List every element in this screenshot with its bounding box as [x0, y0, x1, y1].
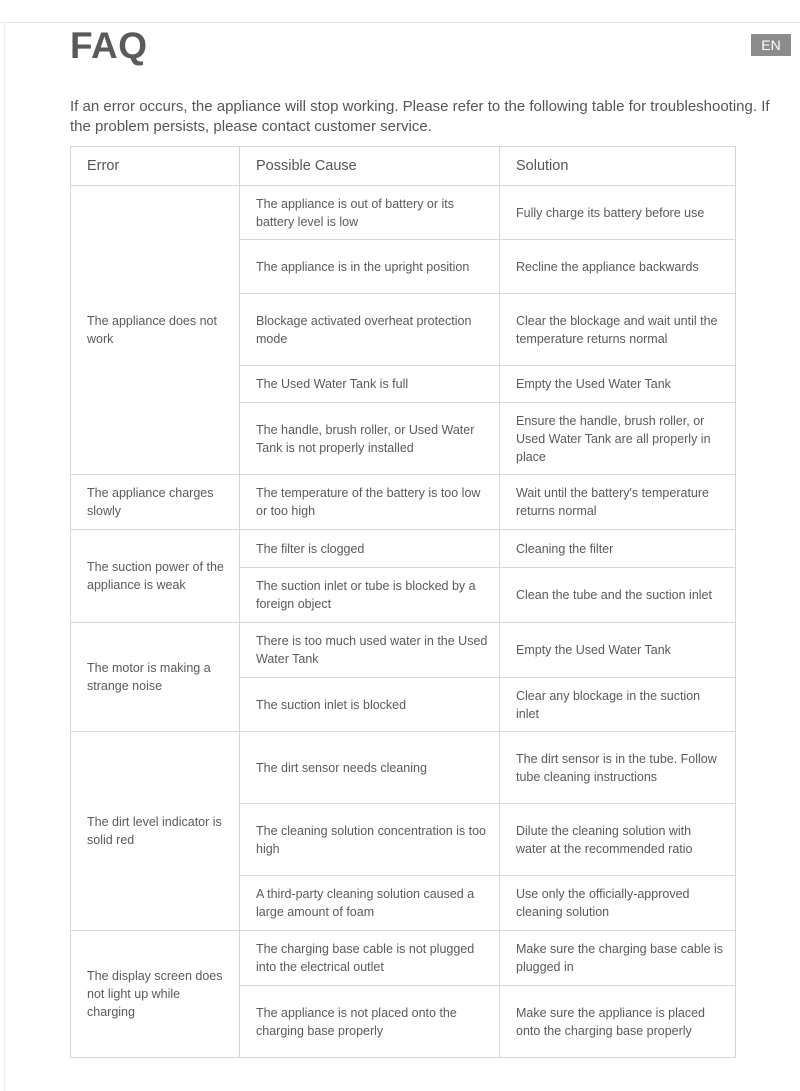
error-cell: The appliance does not work	[71, 186, 240, 475]
cause-cell: The suction inlet is blocked	[240, 678, 500, 732]
header-possible-cause: Possible Cause	[240, 147, 500, 186]
table-row	[71, 475, 736, 530]
cause-cell: The temperature of the battery is too low or too high	[240, 475, 500, 530]
solution-cell: Clear any blockage in the suction inlet	[500, 678, 736, 732]
intro-text: If an error occurs, the appliance will stop working. Please refer to the following table for troubleshooting. If the problem persists, please contact customer service.	[70, 98, 770, 135]
solution-cell: Clean the tube and the suction inlet	[500, 568, 736, 623]
error-cell: The appliance charges slowly	[71, 475, 240, 530]
cause-cell: The appliance is not placed onto the charging base properly	[240, 986, 500, 1058]
header-solution: Solution	[500, 147, 736, 186]
solution-cell: Make sure the appliance is placed onto the charging base properly	[500, 986, 736, 1058]
top-divider	[0, 22, 800, 23]
cause-cell: The dirt sensor needs cleaning	[240, 732, 500, 804]
table-row	[71, 732, 736, 804]
solution-cell: Empty the Used Water Tank	[500, 366, 736, 403]
table-row	[71, 931, 736, 986]
cause-cell: The cleaning solution concentration is too high	[240, 804, 500, 876]
solution-cell: Cleaning the filter	[500, 530, 736, 568]
table-row	[71, 530, 736, 568]
page-title: FAQ	[70, 25, 148, 66]
solution-cell: Dilute the cleaning solution with water at the recommended ratio	[500, 804, 736, 876]
table-row	[71, 623, 736, 678]
cause-cell: The appliance is out of battery or its battery level is low	[240, 186, 500, 240]
cause-cell: The appliance is in the upright position	[240, 240, 500, 294]
header-error: Error	[71, 147, 240, 186]
language-badge: EN	[751, 34, 791, 56]
solution-cell: Clear the blockage and wait until the temperature returns normal	[500, 294, 736, 366]
solution-cell: Use only the officially-approved cleaning solution	[500, 876, 736, 931]
solution-cell: Wait until the battery's temperature returns normal	[500, 475, 736, 530]
cause-cell: The Used Water Tank is full	[240, 366, 500, 403]
cause-cell: Blockage activated overheat protection mode	[240, 294, 500, 366]
error-cell: The display screen does not light up while charging	[71, 931, 240, 1058]
cause-cell: A third-party cleaning solution caused a large amount of foam	[240, 876, 500, 931]
solution-cell: Make sure the charging base cable is plugged in	[500, 931, 736, 986]
cause-cell: The filter is clogged	[240, 530, 500, 568]
solution-cell: Empty the Used Water Tank	[500, 623, 736, 678]
solution-cell: The dirt sensor is in the tube. Follow tube cleaning instructions	[500, 732, 736, 804]
solution-cell: Fully charge its battery before use	[500, 186, 736, 240]
troubleshooting-table	[70, 146, 736, 1058]
table-row	[71, 186, 736, 240]
table-header-row	[71, 147, 736, 186]
cause-cell: The handle, brush roller, or Used Water Tank is not properly installed	[240, 403, 500, 475]
error-cell: The dirt level indicator is solid red	[71, 732, 240, 931]
solution-cell: Recline the appliance backwards	[500, 240, 736, 294]
error-cell: The motor is making a strange noise	[71, 623, 240, 732]
cause-cell: The charging base cable is not plugged into the electrical outlet	[240, 931, 500, 986]
cause-cell: The suction inlet or tube is blocked by a foreign object	[240, 568, 500, 623]
page-edge	[4, 22, 5, 1091]
error-cell: The suction power of the appliance is weak	[71, 530, 240, 623]
solution-cell: Ensure the handle, brush roller, or Used Water Tank are all properly in place	[500, 403, 736, 475]
cause-cell: There is too much used water in the Used Water Tank	[240, 623, 500, 678]
